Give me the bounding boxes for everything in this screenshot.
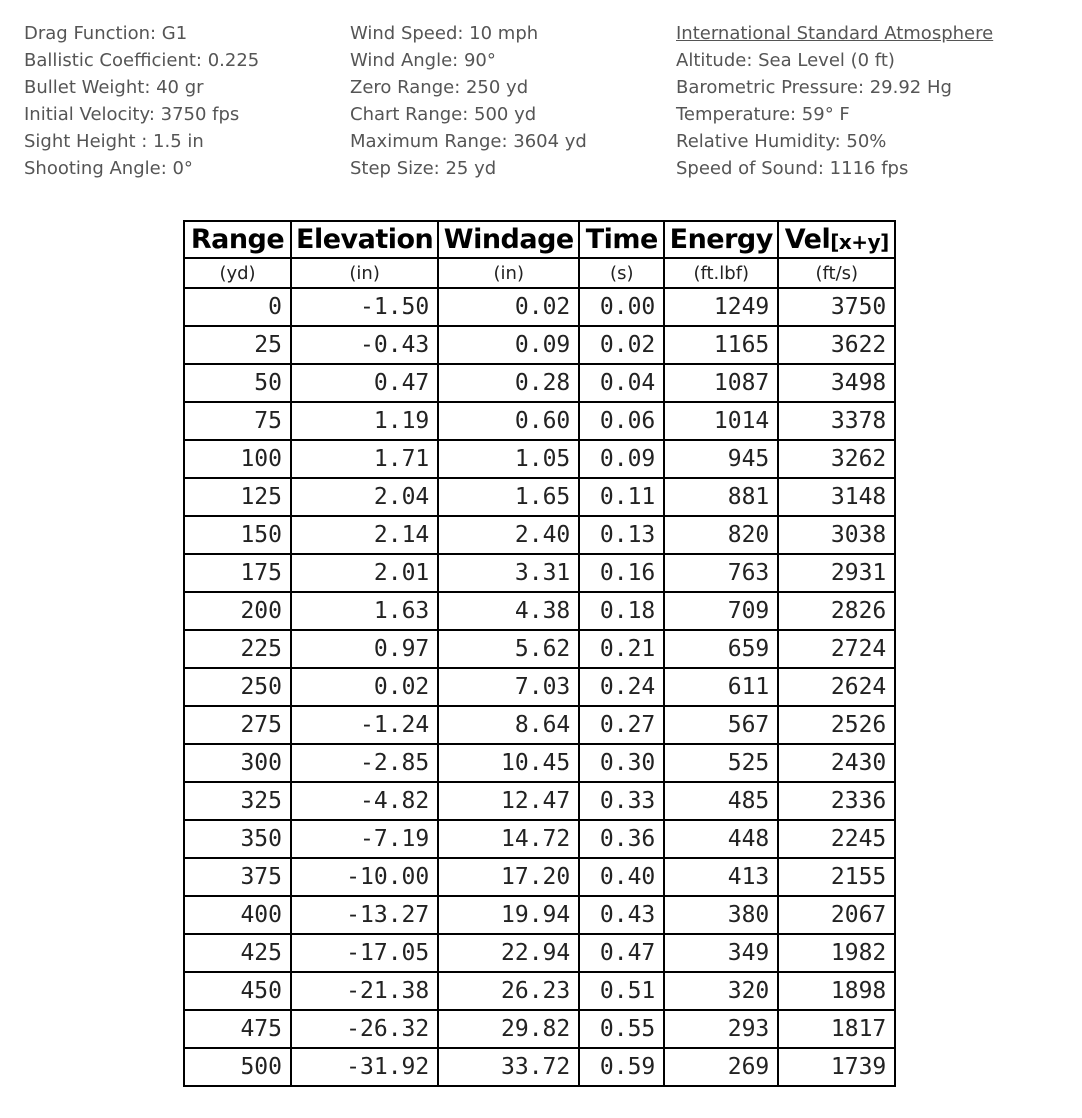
cell-range: 25 <box>184 326 291 364</box>
cell-time: 0.02 <box>579 326 664 364</box>
cell-elevation: -4.82 <box>291 782 438 820</box>
range-parameters-block <box>350 20 587 182</box>
table-row <box>184 554 895 592</box>
cell-windage: 29.82 <box>438 1010 579 1048</box>
cell-range: 375 <box>184 858 291 896</box>
cell-velocity: 2826 <box>778 592 895 630</box>
cell-range: 225 <box>184 630 291 668</box>
cell-energy: 380 <box>664 896 778 934</box>
cell-energy: 1249 <box>664 288 778 326</box>
cell-energy: 1014 <box>664 402 778 440</box>
cell-elevation: -7.19 <box>291 820 438 858</box>
cell-range: 250 <box>184 668 291 706</box>
cell-velocity: 1817 <box>778 1010 895 1048</box>
cell-range: 325 <box>184 782 291 820</box>
info-line-step-size: Step Size: 25 yd <box>350 158 497 179</box>
table-row <box>184 478 895 516</box>
cell-windage: 10.45 <box>438 744 579 782</box>
cell-time: 0.59 <box>579 1048 664 1086</box>
info-line-ballistic-coefficient: Ballistic Coefficient: 0.225 <box>24 50 260 71</box>
cell-elevation: -0.43 <box>291 326 438 364</box>
cell-velocity: 2245 <box>778 820 895 858</box>
info-line-speed-of-sound: Speed of Sound: 1116 fps <box>676 158 909 179</box>
cell-energy: 659 <box>664 630 778 668</box>
table-row <box>184 858 895 896</box>
cell-windage: 12.47 <box>438 782 579 820</box>
cell-time: 0.47 <box>579 934 664 972</box>
cell-energy: 611 <box>664 668 778 706</box>
info-line-chart-range: Chart Range: 500 yd <box>350 104 537 125</box>
cell-velocity: 2724 <box>778 630 895 668</box>
cell-range: 475 <box>184 1010 291 1048</box>
table-row <box>184 934 895 972</box>
cell-elevation: 0.97 <box>291 630 438 668</box>
unit-windage: (in) <box>438 258 579 288</box>
cell-energy: 525 <box>664 744 778 782</box>
cell-time: 0.09 <box>579 440 664 478</box>
info-line-wind-angle: Wind Angle: 90° <box>350 50 496 71</box>
cell-elevation: -1.50 <box>291 288 438 326</box>
table-units-row <box>184 258 895 288</box>
cell-velocity: 3498 <box>778 364 895 402</box>
cell-velocity: 3262 <box>778 440 895 478</box>
cell-time: 0.06 <box>579 402 664 440</box>
info-line-relative-humidity: Relative Humidity: 50% <box>676 131 887 152</box>
cell-time: 0.30 <box>579 744 664 782</box>
unit-range: (yd) <box>184 258 291 288</box>
cell-windage: 0.28 <box>438 364 579 402</box>
cell-elevation: -10.00 <box>291 858 438 896</box>
atmosphere-title: International Standard Atmosphere <box>676 23 994 44</box>
info-line-bullet-weight: Bullet Weight: 40 gr <box>24 77 204 98</box>
cell-velocity: 2526 <box>778 706 895 744</box>
cell-velocity: 2067 <box>778 896 895 934</box>
cell-velocity: 1898 <box>778 972 895 1010</box>
cell-windage: 1.65 <box>438 478 579 516</box>
cell-energy: 763 <box>664 554 778 592</box>
cell-velocity: 2336 <box>778 782 895 820</box>
table-row <box>184 402 895 440</box>
info-line-drag-function: Drag Function: G1 <box>24 23 188 44</box>
table-row <box>184 896 895 934</box>
cell-energy: 1165 <box>664 326 778 364</box>
cell-time: 0.18 <box>579 592 664 630</box>
column-header-energy: Energy <box>664 221 778 258</box>
info-line-temperature: Temperature: 59° F <box>676 104 850 125</box>
cell-time: 0.24 <box>579 668 664 706</box>
cell-elevation: -31.92 <box>291 1048 438 1086</box>
cell-energy: 567 <box>664 706 778 744</box>
cell-velocity: 3378 <box>778 402 895 440</box>
column-header-windage: Windage <box>438 221 579 258</box>
cell-windage: 14.72 <box>438 820 579 858</box>
unit-elevation: (in) <box>291 258 438 288</box>
table-row <box>184 592 895 630</box>
table-row <box>184 820 895 858</box>
table-row <box>184 1010 895 1048</box>
cell-velocity: 1982 <box>778 934 895 972</box>
cell-elevation: 1.19 <box>291 402 438 440</box>
cell-elevation: 0.02 <box>291 668 438 706</box>
velocity-subscript: [x+y] <box>830 230 889 254</box>
table-row <box>184 288 895 326</box>
cell-elevation: 2.04 <box>291 478 438 516</box>
cell-time: 0.04 <box>579 364 664 402</box>
cell-energy: 293 <box>664 1010 778 1048</box>
cell-range: 0 <box>184 288 291 326</box>
ballistics-table <box>183 220 896 1087</box>
cell-windage: 33.72 <box>438 1048 579 1086</box>
cell-energy: 881 <box>664 478 778 516</box>
cell-time: 0.00 <box>579 288 664 326</box>
cell-windage: 8.64 <box>438 706 579 744</box>
unit-time: (s) <box>579 258 664 288</box>
table-header-row <box>184 221 895 258</box>
table-row <box>184 516 895 554</box>
table-row <box>184 326 895 364</box>
info-line-altitude: Altitude: Sea Level (0 ft) <box>676 50 895 71</box>
cell-velocity: 2155 <box>778 858 895 896</box>
cell-time: 0.13 <box>579 516 664 554</box>
cell-windage: 0.60 <box>438 402 579 440</box>
cell-velocity: 3038 <box>778 516 895 554</box>
cell-elevation: -2.85 <box>291 744 438 782</box>
table-row <box>184 440 895 478</box>
velocity-label: Vel <box>784 224 831 255</box>
cell-energy: 349 <box>664 934 778 972</box>
info-line-zero-range: Zero Range: 250 yd <box>350 77 529 98</box>
cell-windage: 0.09 <box>438 326 579 364</box>
cell-velocity: 3148 <box>778 478 895 516</box>
cell-range: 75 <box>184 402 291 440</box>
cell-time: 0.33 <box>579 782 664 820</box>
info-line-barometric-pressure: Barometric Pressure: 29.92 Hg <box>676 77 952 98</box>
cell-time: 0.36 <box>579 820 664 858</box>
cell-elevation: -21.38 <box>291 972 438 1010</box>
cell-time: 0.51 <box>579 972 664 1010</box>
cell-energy: 820 <box>664 516 778 554</box>
cell-energy: 448 <box>664 820 778 858</box>
cell-velocity: 3622 <box>778 326 895 364</box>
cell-range: 175 <box>184 554 291 592</box>
cell-energy: 413 <box>664 858 778 896</box>
column-header-range: Range <box>184 221 291 258</box>
cell-elevation: 1.71 <box>291 440 438 478</box>
cell-range: 500 <box>184 1048 291 1086</box>
column-header-velocity <box>778 221 895 258</box>
cell-range: 200 <box>184 592 291 630</box>
cell-windage: 5.62 <box>438 630 579 668</box>
cell-range: 100 <box>184 440 291 478</box>
cell-time: 0.27 <box>579 706 664 744</box>
cell-windage: 4.38 <box>438 592 579 630</box>
cell-energy: 485 <box>664 782 778 820</box>
cell-windage: 26.23 <box>438 972 579 1010</box>
cell-energy: 269 <box>664 1048 778 1086</box>
load-parameters-block <box>24 20 259 182</box>
cell-elevation: 0.47 <box>291 364 438 402</box>
cell-windage: 17.20 <box>438 858 579 896</box>
cell-windage: 19.94 <box>438 896 579 934</box>
info-line-maximum-range: Maximum Range: 3604 yd <box>350 131 587 152</box>
cell-elevation: 1.63 <box>291 592 438 630</box>
cell-energy: 320 <box>664 972 778 1010</box>
table-row <box>184 972 895 1010</box>
cell-range: 125 <box>184 478 291 516</box>
cell-time: 0.11 <box>579 478 664 516</box>
cell-elevation: 2.01 <box>291 554 438 592</box>
cell-energy: 709 <box>664 592 778 630</box>
table-row <box>184 782 895 820</box>
cell-elevation: -1.24 <box>291 706 438 744</box>
cell-range: 150 <box>184 516 291 554</box>
cell-range: 350 <box>184 820 291 858</box>
cell-energy: 945 <box>664 440 778 478</box>
cell-elevation: -13.27 <box>291 896 438 934</box>
cell-velocity: 3750 <box>778 288 895 326</box>
cell-elevation: -17.05 <box>291 934 438 972</box>
info-line-wind-speed: Wind Speed: 10 mph <box>350 23 539 44</box>
cell-time: 0.21 <box>579 630 664 668</box>
cell-velocity: 2430 <box>778 744 895 782</box>
unit-energy: (ft.lbf) <box>664 258 778 288</box>
cell-range: 450 <box>184 972 291 1010</box>
cell-range: 275 <box>184 706 291 744</box>
cell-time: 0.55 <box>579 1010 664 1048</box>
cell-windage: 2.40 <box>438 516 579 554</box>
table-row <box>184 668 895 706</box>
cell-velocity: 2931 <box>778 554 895 592</box>
info-line-shooting-angle: Shooting Angle: 0° <box>24 158 193 179</box>
table-row <box>184 630 895 668</box>
column-header-elevation: Elevation <box>291 221 438 258</box>
info-line-initial-velocity: Initial Velocity: 3750 fps <box>24 104 240 125</box>
table-row <box>184 1048 895 1086</box>
atmosphere-parameters-block <box>676 20 993 182</box>
info-line-sight-height: Sight Height : 1.5 in <box>24 131 204 152</box>
cell-range: 400 <box>184 896 291 934</box>
cell-range: 300 <box>184 744 291 782</box>
cell-elevation: 2.14 <box>291 516 438 554</box>
cell-windage: 1.05 <box>438 440 579 478</box>
cell-energy: 1087 <box>664 364 778 402</box>
cell-windage: 0.02 <box>438 288 579 326</box>
cell-velocity: 2624 <box>778 668 895 706</box>
cell-time: 0.43 <box>579 896 664 934</box>
cell-range: 50 <box>184 364 291 402</box>
cell-velocity: 1739 <box>778 1048 895 1086</box>
cell-elevation: -26.32 <box>291 1010 438 1048</box>
cell-range: 425 <box>184 934 291 972</box>
cell-time: 0.16 <box>579 554 664 592</box>
column-header-time: Time <box>579 221 664 258</box>
cell-windage: 3.31 <box>438 554 579 592</box>
table-row <box>184 744 895 782</box>
cell-windage: 22.94 <box>438 934 579 972</box>
unit-velocity: (ft/s) <box>778 258 895 288</box>
table-row <box>184 706 895 744</box>
table-row <box>184 364 895 402</box>
cell-time: 0.40 <box>579 858 664 896</box>
cell-windage: 7.03 <box>438 668 579 706</box>
